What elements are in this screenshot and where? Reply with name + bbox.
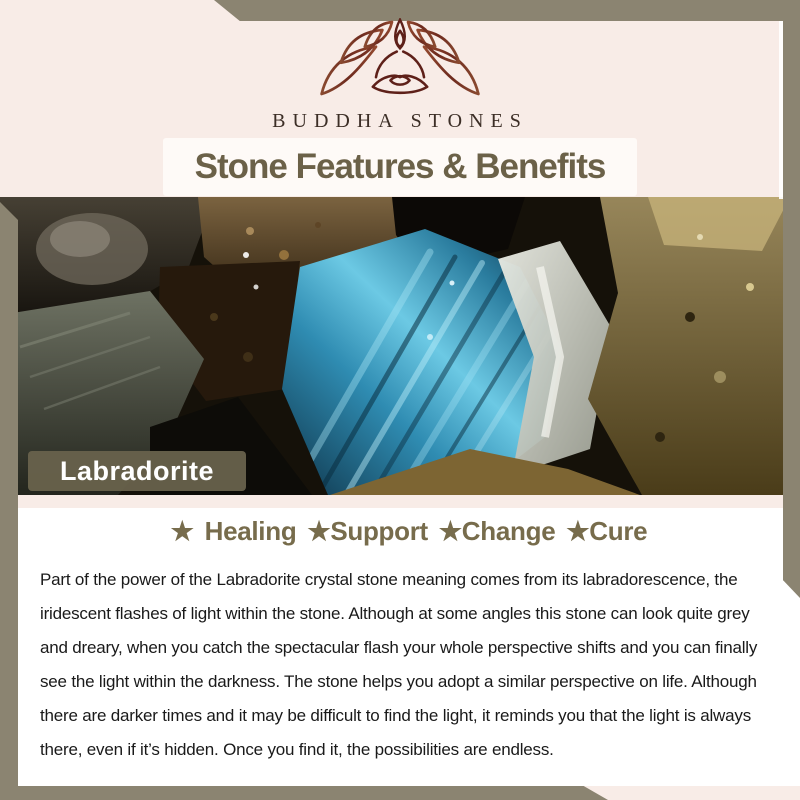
benefits-section [18,508,800,786]
right-accent-gap [779,21,783,199]
stone-name-label [28,451,246,491]
benefits-heading: ★ Healing ★Support ★Change ★Cure [170,516,648,546]
stone-description: Part of the power of the Labradorite crystal stone meaning comes from its labradorescence, the iridescent flashes of light within the stone. Although at some angles this stone can look quite grey and dreary, when you catch the spectacular flash your whole perspective shifts and you can finally see the light within the darkness. The stone helps you adopt a similar perspective on life. Although there are darker times and it may be difficult to find the light, it reminds you that the light is always there, even if it’s hidden. Once you find it, the possibilities are endless. [40,570,758,759]
right-accent-strip [783,21,800,598]
brand-name: BUDDHA STONES [272,110,528,132]
lotus-meditation-icon [312,93,488,110]
brand-logo [0,18,800,111]
left-accent-strip [0,202,18,800]
section-banner [163,138,637,196]
bottom-accent-bar [0,786,608,800]
section-title: Stone Features & Benefits [194,147,606,186]
stone-name: Labradorite [59,455,215,486]
